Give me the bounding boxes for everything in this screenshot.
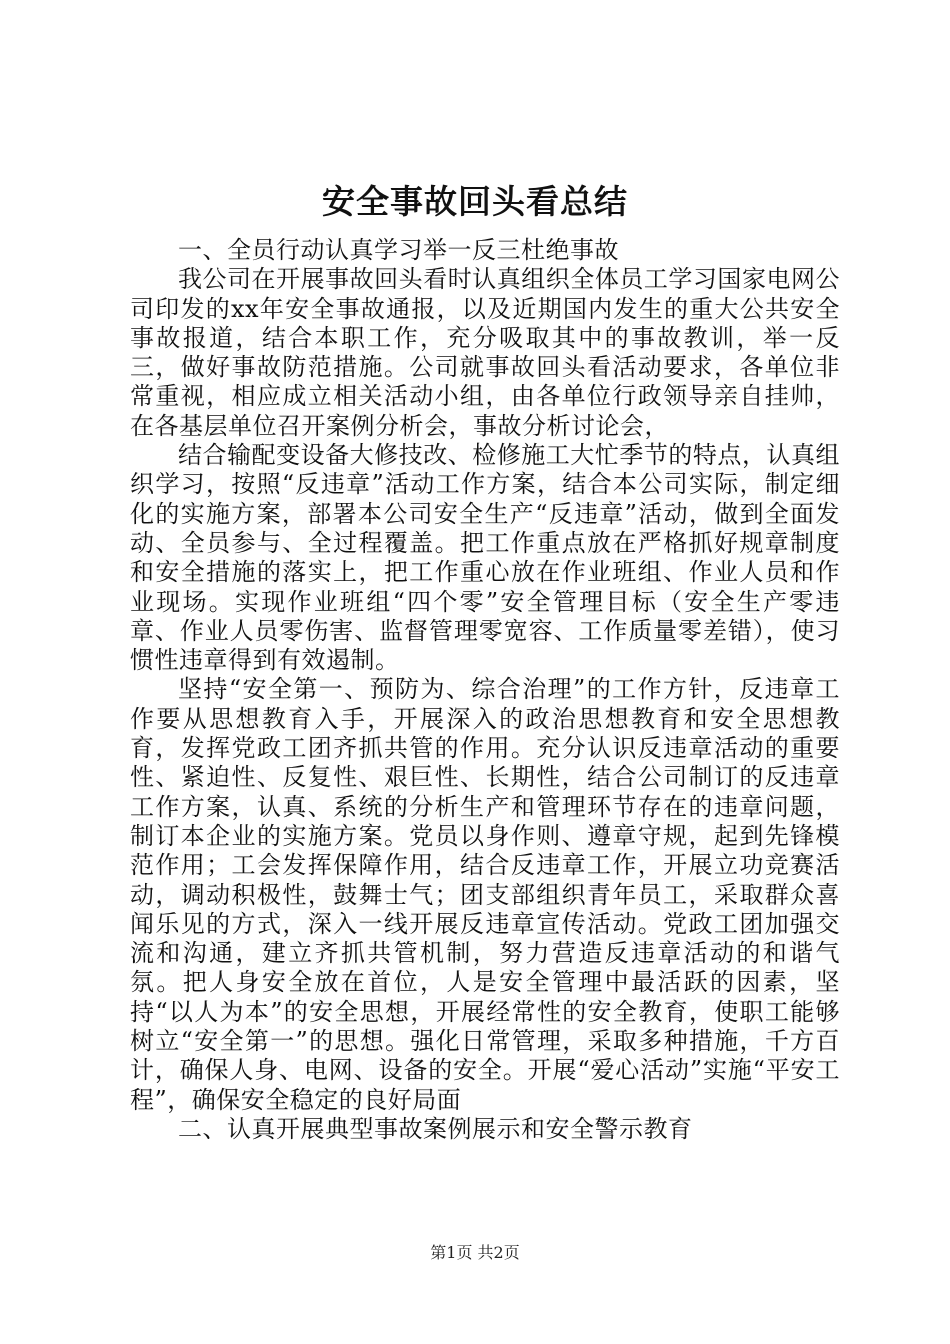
paragraph-3: 坚持“安全第一、预防为、综合治理”的工作方针，反违章工作要从思想教育入手，开展深入的政治思想教育和安全思想教育，发挥党政工团齐抓共管的作用。充分认识反违章活动的重要性、紧迫性、反复性、艰巨性、长期性，结合公司制订的反违章工作方案，认真、系统的分析生产和管理环节存在的违章问题，制订本企业的实施方案。党员以身作则、遵章守规，起到先锋模范作用；工会发挥保障作用，结合反违章工作，开展立功竞赛活动，调动积极性，鼓舞士气；团支部组织青年员工，采取群众喜闻乐见的方式，深入一线开展反违章宣传活动。党政工团加强交流和沟通，建立齐抓共管机制，努力营造反违章活动的和谐气氛。把人身安全放在首位，人是安全管理中最活跃的因素，坚持“以人为本”的安全思想，开展经常性的安全教育，使职工能够树立“安全第一”的思想。强化日常管理，采取多种措施，千方百计，确保人身、电网、设备的安全。开展“爱心活动”实施“平安工程”，确保安全稳定的良好局面 — [130, 675, 840, 1114]
document-body — [130, 236, 840, 1144]
paragraph-1: 我公司在开展事故回头看时认真组织全体员工学习国家电网公司印发的xx年安全事故通报，以及近期国内发生的重大公共安全事故报道，结合本职工作，充分吸取其中的事故教训，举一反三，做好事故防范措施。公司就事故回头看活动要求，各单位非常重视，相应成立相关活动小组，由各单位行政领导亲自挂帅，在各基层单位召开案例分析会，事故分析讨论会， — [130, 265, 840, 440]
page-footer: 第1页 共2页 — [430, 1243, 520, 1262]
section-heading-2: 二、认真开展典型事故案例展示和安全警示教育 — [178, 1114, 693, 1143]
document-title: 安全事故回头看总结 — [322, 182, 628, 221]
section-heading-1: 一、全员行动认真学习举一反三杜绝事故 — [178, 236, 619, 264]
paragraph-2: 结合输配变设备大修技改、检修施工大忙季节的特点，认真组织学习，按照“反违章”活动工作方案，结合本公司实际，制定细化的实施方案，部署本公司安全生产“反违章”活动，做到全面发动、全员参与、全过程覆盖。把工作重点放在严格抓好规章制度和安全措施的落实上，把工作重心放在作业班组、作业人员和作业现场。实现作业班组“四个零”安全管理目标（安全生产零违章、作业人员零伤害、监督管理零宽容、工作质量零差错），使习惯性违章得到有效遏制。 — [130, 441, 840, 675]
